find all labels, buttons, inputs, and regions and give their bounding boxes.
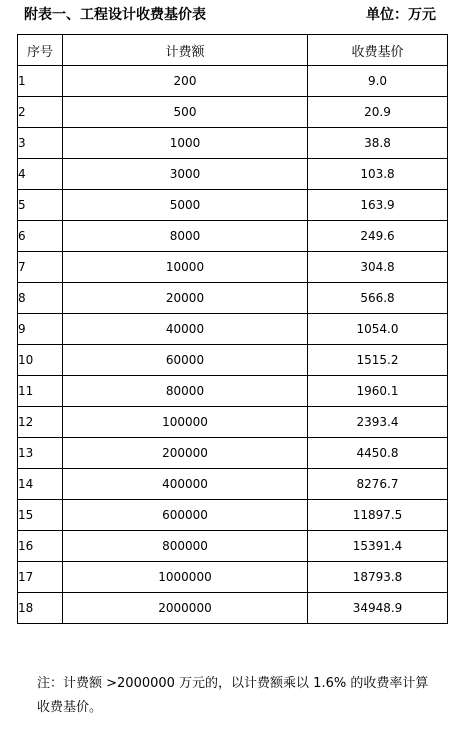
table-row: [18, 531, 448, 562]
table-row: [18, 66, 448, 97]
cell-amount: 10000: [63, 252, 308, 283]
cell-no: 17: [18, 562, 63, 593]
cell-no: 6: [18, 221, 63, 252]
table-body: [18, 66, 448, 624]
cell-price: 38.8: [308, 128, 448, 159]
table-row: [18, 469, 448, 500]
table-row: [18, 562, 448, 593]
table-row: [18, 438, 448, 469]
cell-price: 1054.0: [308, 314, 448, 345]
table-row: [18, 376, 448, 407]
cell-no: 2: [18, 97, 63, 128]
header: [24, 4, 444, 26]
cell-no: 3: [18, 128, 63, 159]
unit-label: 单位：万元: [366, 7, 436, 23]
cell-amount: 100000: [63, 407, 308, 438]
cell-price: 18793.8: [308, 562, 448, 593]
table-row: [18, 97, 448, 128]
cell-price: 249.6: [308, 221, 448, 252]
column-header-price: 收费基价: [308, 35, 448, 66]
cell-price: 103.8: [308, 159, 448, 190]
cell-price: 163.9: [308, 190, 448, 221]
cell-amount: 500: [63, 97, 308, 128]
table-row: [18, 221, 448, 252]
cell-price: 20.9: [308, 97, 448, 128]
cell-amount: 3000: [63, 159, 308, 190]
cell-amount: 800000: [63, 531, 308, 562]
cell-no: 8: [18, 283, 63, 314]
cell-amount: 20000: [63, 283, 308, 314]
page-title: 附表一、工程设计收费基价表: [24, 7, 206, 23]
cell-no: 5: [18, 190, 63, 221]
cell-amount: 1000: [63, 128, 308, 159]
cell-no: 10: [18, 345, 63, 376]
cell-price: 4450.8: [308, 438, 448, 469]
cell-no: 4: [18, 159, 63, 190]
table-row: [18, 407, 448, 438]
cell-amount: 600000: [63, 500, 308, 531]
cell-price: 566.8: [308, 283, 448, 314]
cell-no: 14: [18, 469, 63, 500]
table-row: [18, 159, 448, 190]
column-header-no: 序号: [18, 35, 63, 66]
cell-no: 18: [18, 593, 63, 624]
cell-price: 1960.1: [308, 376, 448, 407]
cell-amount: 80000: [63, 376, 308, 407]
cell-price: 2393.4: [308, 407, 448, 438]
cell-price: 15391.4: [308, 531, 448, 562]
cell-price: 304.8: [308, 252, 448, 283]
table-row: [18, 345, 448, 376]
cell-price: 9.0: [308, 66, 448, 97]
cell-price: 8276.7: [308, 469, 448, 500]
fee-table: [17, 34, 448, 624]
cell-no: 9: [18, 314, 63, 345]
cell-amount: 200: [63, 66, 308, 97]
cell-amount: 200000: [63, 438, 308, 469]
cell-no: 12: [18, 407, 63, 438]
cell-amount: 60000: [63, 345, 308, 376]
cell-no: 15: [18, 500, 63, 531]
column-header-amount: 计费额: [63, 35, 308, 66]
cell-no: 7: [18, 252, 63, 283]
table-row: [18, 314, 448, 345]
footnote: 注：计费额 >2000000 万元的，以计费额乘以 1.6% 的收费率计算收费基价。: [37, 676, 429, 715]
table-row: [18, 128, 448, 159]
table-header-row: [18, 35, 448, 66]
table-row: [18, 593, 448, 624]
cell-no: 16: [18, 531, 63, 562]
cell-amount: 8000: [63, 221, 308, 252]
table-row: [18, 190, 448, 221]
cell-price: 1515.2: [308, 345, 448, 376]
cell-price: 34948.9: [308, 593, 448, 624]
cell-no: 13: [18, 438, 63, 469]
cell-amount: 1000000: [63, 562, 308, 593]
cell-amount: 40000: [63, 314, 308, 345]
cell-amount: 400000: [63, 469, 308, 500]
table-row: [18, 283, 448, 314]
cell-no: 11: [18, 376, 63, 407]
table-row: [18, 500, 448, 531]
cell-price: 11897.5: [308, 500, 448, 531]
cell-amount: 2000000: [63, 593, 308, 624]
cell-amount: 5000: [63, 190, 308, 221]
cell-no: 1: [18, 66, 63, 97]
table-row: [18, 252, 448, 283]
